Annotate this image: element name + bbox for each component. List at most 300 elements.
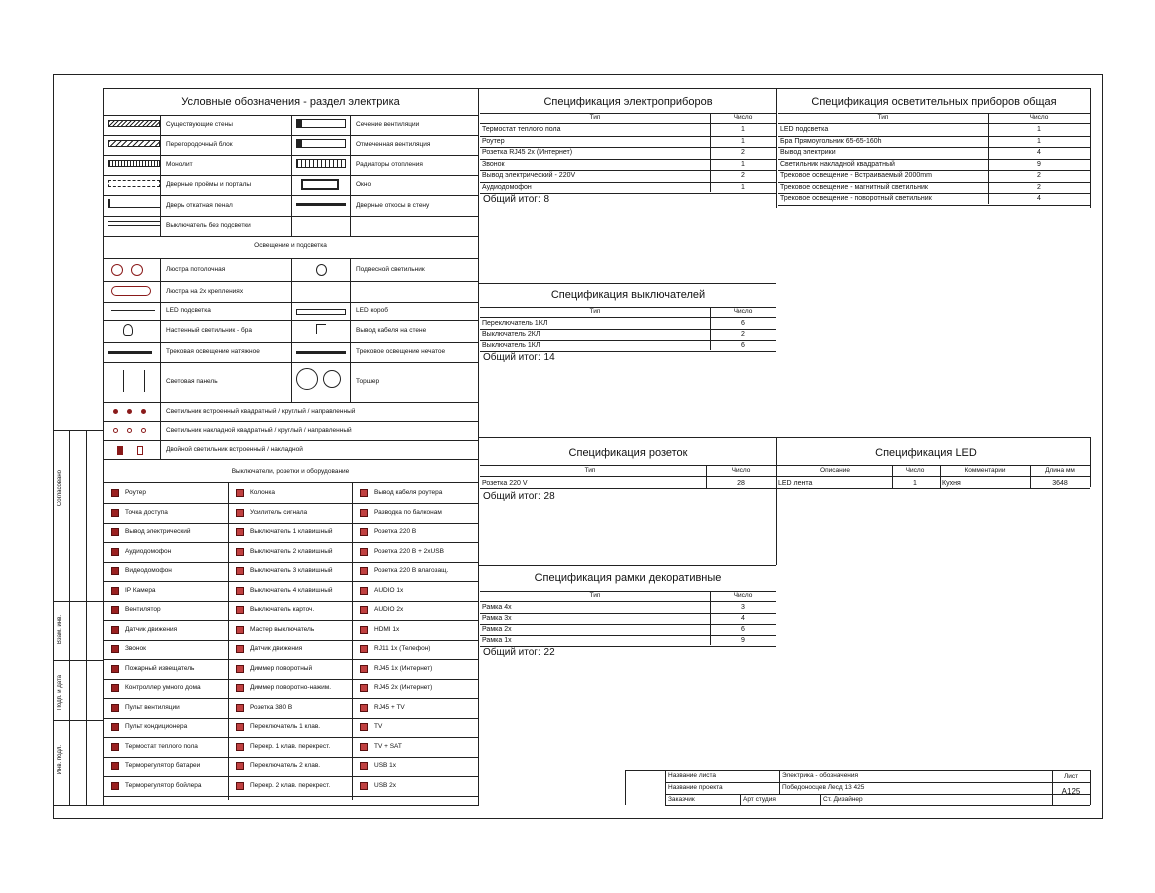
equipment-symbol-icon	[360, 626, 368, 634]
vent-marked-icon	[296, 139, 346, 148]
equipment-header: Выключатели, розетки и оборудование	[231, 468, 350, 475]
table-cell-name: Трековое освещение - поворотный светильник	[780, 195, 932, 202]
table-cell-count: 1	[913, 480, 917, 487]
equipment-symbol-icon	[111, 509, 119, 517]
radiator-icon	[296, 159, 346, 168]
legend-wall-label: Дверь откатная пенал	[166, 202, 233, 209]
stamp-label: Заказчик	[668, 796, 695, 803]
equipment-symbol-icon	[360, 606, 368, 614]
equipment-symbol-icon	[360, 665, 368, 673]
rule-line	[103, 581, 478, 582]
rule-line	[1090, 437, 1091, 487]
door-slope-icon	[296, 203, 346, 206]
equipment-label: Розетка 220 В	[374, 528, 417, 535]
spec-led-title: Спецификация LED	[875, 447, 977, 459]
rule-line	[710, 591, 711, 645]
rule-line	[776, 465, 1090, 466]
equipment-symbol-icon	[360, 567, 368, 575]
surface-spot-icon	[113, 428, 118, 433]
equipment-label: Розетка 220 В + 2xUSB	[374, 547, 444, 555]
spec-frames-top-line	[478, 565, 776, 566]
table-cell-count: 1	[741, 126, 745, 133]
rule-line	[53, 660, 103, 661]
equipment-symbol-icon	[236, 528, 244, 536]
rule-line	[778, 193, 1090, 194]
equipment-symbol-icon	[111, 606, 119, 614]
spec_switches-total: Общий итог: 14	[483, 352, 555, 363]
table-cell-name: Выключатель 1КЛ	[482, 342, 541, 349]
rule-line	[665, 782, 1090, 783]
rule-line	[480, 307, 776, 308]
rule-line	[103, 562, 478, 563]
table-cell-count: 1	[741, 137, 745, 145]
column-header: Тип	[877, 114, 889, 121]
equipment-symbol-icon	[360, 684, 368, 692]
rule-line	[103, 523, 478, 524]
rule-line	[103, 640, 478, 641]
column-header: Комментарии	[964, 467, 1006, 474]
surface-spot-icon	[141, 428, 146, 433]
rule-line	[778, 136, 1090, 137]
rule-line	[103, 459, 478, 460]
table-cell-count: 2	[1037, 183, 1041, 191]
wall-sconce-icon	[123, 324, 133, 336]
equipment-label: Выключатель 4 клавишный	[250, 586, 333, 594]
equipment-symbol-icon	[236, 645, 244, 653]
light-panel-icon	[123, 370, 145, 392]
equipment-symbol-icon	[360, 528, 368, 536]
table-cell-name: Розетка 220 V	[482, 480, 528, 487]
legend-wall-label: Монолит	[166, 161, 193, 168]
rule-line	[665, 805, 1090, 806]
table-cell-count: 2	[741, 172, 745, 179]
equipment-label: Терморегулятор бойлера	[125, 781, 202, 789]
spec-sockets-total: Общий итог: 28	[483, 491, 555, 502]
floor-lamp-icon	[296, 368, 318, 390]
legend-spot-label: Светильник встроенный квадратный / круглый / направленный	[166, 408, 356, 415]
equipment-label: USB 2x	[374, 781, 397, 789]
table-cell-name: Звонок	[482, 160, 505, 168]
equipment-symbol-icon	[111, 684, 119, 692]
table-cell-count: 9	[741, 637, 745, 644]
equipment-symbol-icon	[236, 743, 244, 751]
table-cell-count: 28	[737, 480, 745, 487]
equipment-symbol-icon	[360, 489, 368, 497]
column-header: Тип	[589, 592, 601, 599]
equipment-label: Вывод кабеля роутера	[374, 489, 443, 496]
rule-line	[352, 482, 353, 800]
rule-line	[940, 465, 941, 488]
vent-section-icon	[296, 119, 346, 128]
window-icon	[301, 179, 339, 190]
equipment-label: HDMI 1x	[374, 625, 400, 633]
column-header: Число	[731, 467, 751, 474]
column-header: Число	[733, 308, 753, 315]
rule-line	[778, 159, 1090, 160]
rule-line	[892, 465, 893, 488]
rule-line	[160, 115, 161, 236]
column-header: Длина мм	[1045, 467, 1075, 474]
equipment-label: Выключатель карточ.	[250, 606, 315, 613]
table-cell-name: LED лента	[778, 480, 813, 487]
spec_devices-title: Спецификация электроприборов	[543, 96, 713, 108]
rule-line	[480, 170, 776, 171]
equipment-label: Перекр. 2 клав. перекрест.	[250, 781, 331, 789]
rule-line	[103, 236, 478, 237]
legend-top-line	[103, 88, 478, 89]
rule-line	[480, 159, 776, 160]
rule-line	[103, 482, 478, 483]
equipment-label: TV	[374, 723, 383, 730]
legend-title: Условные обозначения - раздел электрика	[181, 96, 400, 108]
rule-line	[103, 757, 478, 758]
rule-line	[665, 794, 1090, 795]
spec_lights-title: Спецификация осветительных приборов общая	[811, 96, 1057, 108]
track-light-icon	[108, 351, 152, 354]
table-cell-name: Роутер	[482, 137, 505, 145]
rule-line	[778, 170, 1090, 171]
equipment-label: Диммер поворотный	[250, 664, 313, 672]
led-strip-icon	[111, 310, 155, 311]
equipment-label: Роутер	[125, 489, 146, 496]
equipment-label: Переключатель 1 клав.	[250, 723, 321, 730]
recessed-spot-icon	[113, 409, 118, 414]
rule-line	[480, 476, 776, 477]
equipment-symbol-icon	[236, 762, 244, 770]
legend-right-line	[478, 88, 479, 806]
rule-line	[291, 258, 292, 402]
rule-line	[350, 115, 351, 236]
equipment-label: RJ45 2x (Интернет)	[374, 684, 433, 691]
rule-line	[103, 679, 478, 680]
table-cell-count: 4	[1037, 149, 1041, 156]
equipment-symbol-icon	[111, 782, 119, 790]
legend-bottom-line	[103, 805, 478, 806]
column-header: Число	[1029, 114, 1049, 121]
rule-line	[480, 465, 776, 466]
rule-line	[53, 720, 103, 721]
table-cell-count: 4	[1037, 195, 1041, 202]
equipment-label: Перекр. 1 клав. перекрест.	[250, 742, 331, 750]
rule-line	[480, 123, 776, 124]
equipment-label: Датчик движения	[125, 625, 178, 633]
legend-wall-label: Окно	[356, 181, 372, 188]
equipment-label: Мастер выключатель	[250, 625, 315, 633]
recessed-spot-icon	[127, 409, 132, 414]
equipment-symbol-icon	[360, 509, 368, 517]
rule-line	[480, 601, 776, 602]
spec-top-line	[478, 88, 1090, 89]
table-cell-name: Трековое освещение - Встраиваемый 2000mm	[780, 172, 932, 179]
rule-line	[480, 113, 776, 114]
equipment-symbol-icon	[236, 548, 244, 556]
table-cell-count: 1	[1037, 137, 1041, 145]
table-cell-count: 2	[1037, 172, 1041, 179]
rule-line	[103, 503, 478, 504]
equipment-label: Вентилятор	[125, 606, 161, 613]
monolith-icon	[108, 160, 160, 167]
column-header: Число	[733, 114, 753, 121]
chandelier-icon	[111, 264, 123, 276]
equipment-symbol-icon	[360, 782, 368, 790]
spec_frames-title: Спецификация рамки декоративные	[534, 572, 722, 584]
equipment-symbol-icon	[236, 626, 244, 634]
rule-line	[820, 794, 821, 805]
table-cell-name: Розетка RJ45 2x (Интернет)	[482, 149, 573, 156]
rule-line	[103, 601, 478, 602]
column-header: Описание	[820, 467, 850, 474]
rule-line	[988, 113, 989, 204]
equipment-label: Терморегулятор батареи	[125, 762, 201, 769]
rule-line	[778, 147, 1090, 148]
equipment-symbol-icon	[360, 704, 368, 712]
spec_frames-total: Общий итог: 22	[483, 647, 555, 658]
rule-line	[480, 136, 776, 137]
equipment-symbol-icon	[236, 723, 244, 731]
spec_switches-title: Спецификация выключателей	[550, 289, 706, 301]
table-cell-count: 6	[741, 320, 745, 327]
rule-line	[480, 329, 776, 330]
legend-spot-label: Двойной светильник встроенный / накладной	[166, 446, 303, 453]
rule-line	[103, 737, 478, 738]
rule-line	[1090, 770, 1091, 805]
rule-line	[480, 624, 776, 625]
equipment-symbol-icon	[360, 762, 368, 770]
table-cell-count: 9	[1037, 160, 1041, 168]
table-cell-count: 1	[741, 183, 745, 191]
equipment-symbol-icon	[111, 645, 119, 653]
rule-line	[291, 115, 292, 236]
stamp-sheet-number: A125	[1061, 787, 1081, 796]
equipment-label: Выключатель 3 клавишный	[250, 567, 333, 574]
side-strip-label: Согласовано	[57, 470, 63, 507]
equipment-symbol-icon	[111, 762, 119, 770]
column-header: Тип	[584, 467, 596, 474]
rule-line	[776, 488, 1090, 489]
legend-wall-label: Отмеченная вентиляция	[356, 141, 431, 148]
equipment-symbol-icon	[111, 528, 119, 536]
rule-line	[778, 205, 1090, 206]
table-cell-count: 1	[741, 160, 745, 168]
legend-lighting-label: LED подсветка	[166, 307, 211, 314]
table-cell-name: Рамка 3x	[482, 615, 512, 622]
legend-lighting-label: LED короб	[356, 307, 388, 314]
equipment-label: AUDIO 1x	[374, 586, 404, 594]
spec-mid-line	[478, 437, 1090, 438]
rule-line	[776, 88, 777, 208]
equipment-symbol-icon	[111, 548, 119, 556]
legend-wall-label: Выключатель без подсветки	[166, 222, 251, 229]
legend-wall-label: Дверные проёмы и порталы	[166, 181, 252, 188]
switch-line-icon	[108, 221, 160, 226]
stamp-top-line	[665, 770, 1090, 771]
rule-line	[160, 258, 161, 402]
rule-line	[53, 601, 103, 602]
legend-wall-label: Дверные откосы в стену	[356, 202, 430, 209]
rule-line	[53, 430, 103, 431]
rule-line	[710, 113, 711, 192]
legend-lighting-label: Трековое освещение нечатое	[356, 348, 446, 355]
rule-line	[740, 794, 741, 805]
stamp-label: Ст. Дизайнер	[823, 796, 863, 803]
rule-line	[53, 430, 54, 805]
equipment-label: Диммер поворотно-нажим.	[250, 684, 332, 691]
equipment-symbol-icon	[111, 723, 119, 731]
stamp-label: Арт студия	[743, 796, 776, 803]
equipment-label: Датчик движения	[250, 645, 303, 652]
table-cell-count: 2	[741, 149, 745, 156]
table-cell-name: Вывод электрический - 220V	[482, 172, 576, 179]
rule-line	[778, 182, 1090, 183]
equipment-symbol-icon	[360, 645, 368, 653]
equipment-label: Пульт вентиляции	[125, 703, 180, 711]
block-wall-icon	[108, 140, 160, 147]
equipment-symbol-icon	[111, 665, 119, 673]
surface-spot-icon	[127, 428, 132, 433]
legend-lighting-label: Световая панель	[166, 378, 218, 385]
legend-lighting-label: Люстра на 2х креплениях	[166, 287, 244, 295]
column-header: Число	[733, 592, 753, 599]
equipment-symbol-icon	[236, 606, 244, 614]
table-cell-name: Рамка 4x	[482, 604, 512, 611]
table-cell-name: Бра Прямоугольник 65-65-160h	[780, 137, 882, 145]
equipment-label: Розетка 220 В влагозащ.	[374, 567, 449, 574]
legend-wall-label: Радиаторы отопления	[356, 161, 423, 168]
pendant-light-icon	[316, 264, 327, 276]
table-cell-name: Аудиодомофон	[482, 183, 532, 191]
spec_devices-total: Общий итог: 8	[483, 194, 550, 205]
sliding-door-icon	[108, 199, 160, 208]
equipment-label: Термостат теплого пола	[125, 742, 198, 750]
rule-line	[1090, 88, 1091, 208]
equipment-symbol-icon	[111, 743, 119, 751]
equipment-label: Точка доступа	[125, 508, 168, 516]
stamp-label: Название проекта	[668, 784, 723, 791]
recessed-spot-icon	[141, 409, 146, 414]
rule-line	[103, 698, 478, 699]
equipment-label: Розетка 380 В	[250, 703, 293, 711]
table-cell-name: Кухня	[942, 480, 961, 487]
rule-line	[103, 776, 478, 777]
rule-line	[103, 659, 478, 660]
table-cell-count: 6	[741, 342, 745, 349]
equipment-label: RJ45 1x (Интернет)	[374, 664, 433, 672]
led-box-icon	[296, 309, 346, 315]
stamp-value: Электрика - обозначения	[782, 772, 859, 779]
rule-line	[625, 770, 626, 805]
rule-line	[103, 620, 478, 621]
double-chandelier-icon	[111, 286, 151, 296]
equipment-label: Выключатель 1 клавишный	[250, 528, 333, 535]
rule-line	[480, 182, 776, 183]
rule-line	[776, 437, 777, 565]
chandelier-icon	[131, 264, 143, 276]
equipment-symbol-icon	[111, 489, 119, 497]
legend-lighting-label: Подвесной светильник	[356, 265, 425, 273]
equipment-symbol-icon	[236, 684, 244, 692]
table-cell-name: Термостат теплого пола	[482, 126, 561, 133]
stamp-value: Победоносцев Лесд 13 425	[782, 784, 865, 791]
equipment-label: RJ45 + TV	[374, 703, 405, 711]
side-strip-label: Подп. и дата	[57, 675, 63, 711]
rule-line	[350, 258, 351, 402]
door-opening-icon	[108, 180, 160, 187]
rule-line	[480, 488, 776, 489]
equipment-label: AUDIO 2x	[374, 606, 404, 613]
rule-line	[103, 542, 478, 543]
legend-wall-label: Перегородочный блок	[166, 141, 233, 148]
rule-line	[480, 613, 776, 614]
equipment-symbol-icon	[360, 587, 368, 595]
legend-wall-label: Сечение вентиляции	[356, 121, 420, 128]
equipment-symbol-icon	[236, 489, 244, 497]
equipment-label: Вывод электрический	[125, 528, 191, 535]
floor-lamp-icon	[323, 370, 341, 388]
equipment-symbol-icon	[236, 567, 244, 575]
rule-line	[160, 402, 161, 459]
stamp-label: Лист	[1063, 773, 1079, 780]
rule-line	[480, 635, 776, 636]
equipment-label: Звонок	[125, 645, 146, 652]
table-cell-count: 1	[1037, 126, 1041, 133]
rule-line	[480, 317, 776, 318]
equipment-label: Пожарный извещатель	[125, 664, 195, 672]
rule-line	[53, 805, 103, 806]
equipment-label: Контроллер умного дома	[125, 684, 201, 691]
rule-line	[480, 340, 776, 341]
equipment-label: TV + SAT	[374, 742, 402, 750]
legend-lighting-label: Трековая освещение натяжное	[166, 348, 260, 355]
rule-line	[779, 770, 780, 794]
equipment-symbol-icon	[236, 509, 244, 517]
equipment-label: Видеодомофон	[125, 567, 172, 574]
equipment-symbol-icon	[111, 626, 119, 634]
hatched-wall-icon	[108, 120, 160, 127]
equipment-label: Выключатель 2 клавишный	[250, 547, 333, 555]
rule-line	[776, 476, 1090, 477]
legend-wall-label: Существующие стены	[166, 121, 233, 128]
equipment-label: RJ11 1x (Телефон)	[374, 645, 431, 652]
equipment-symbol-icon	[360, 548, 368, 556]
rule-line	[86, 430, 87, 805]
spec-sockets-title: Спецификация розеток	[568, 447, 688, 459]
rule-line	[710, 307, 711, 350]
legend-lighting-label: Люстра потолочная	[166, 265, 226, 273]
table-cell-name: LED подсветка	[780, 126, 829, 133]
lighting-header: Освещение и подсветка	[254, 242, 327, 249]
equipment-label: Усилитель сигнала	[250, 508, 308, 516]
rule-line	[1030, 465, 1031, 488]
table-cell-count: 3	[741, 604, 745, 611]
equipment-symbol-icon	[236, 704, 244, 712]
equipment-label: Колонка	[250, 489, 275, 496]
column-header: Тип	[589, 114, 601, 121]
legend-lighting-label: Торшер	[356, 378, 380, 385]
legend-lighting-label: Вывод кабеля на стене	[356, 327, 427, 334]
table-cell-count: 2	[741, 331, 745, 338]
column-header: Тип	[589, 308, 601, 315]
legend-lighting-label: Настенный светильник - бра	[166, 327, 252, 334]
equipment-symbol-icon	[111, 587, 119, 595]
table-cell-name: Рамка 2x	[482, 626, 512, 633]
table-cell-count: 4	[741, 615, 745, 622]
rule-line	[480, 591, 776, 592]
double-spot-icon	[137, 446, 143, 455]
table-cell-count: 6	[741, 626, 745, 633]
rule-line	[228, 482, 229, 800]
equipment-label: Разводка по балконам	[374, 508, 442, 516]
table-cell-name: Трековое освещение - магнитный светильник	[780, 183, 928, 191]
